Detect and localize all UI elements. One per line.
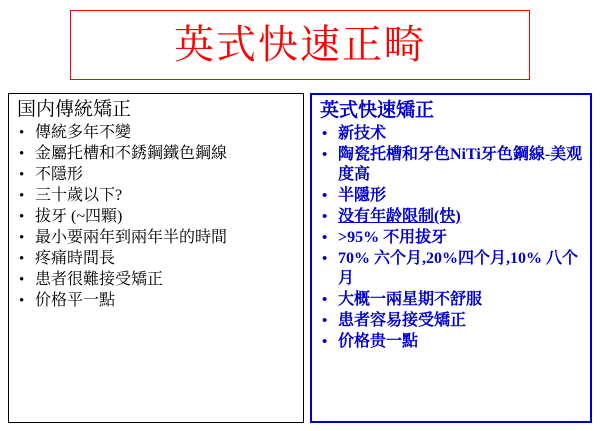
list-item: • 最小要兩年到兩年半的時間 — [15, 228, 297, 248]
list-item: • 半隱形 — [318, 186, 584, 206]
left-column-traditional — [8, 93, 304, 423]
left-column-list — [15, 123, 297, 311]
list-item: • 拔牙 (~四顆) — [15, 207, 297, 227]
list-item: • 没有年龄限制(快) — [318, 207, 584, 227]
left-column-heading: 国内傳統矯正 — [17, 99, 132, 120]
right-column-heading: 英式快速矯正 — [320, 100, 435, 121]
list-item: • 大概一兩星期不舒服 — [318, 290, 584, 310]
list-item: • 疼痛時間長 — [15, 249, 297, 269]
list-item: • 新技术 — [318, 124, 584, 144]
list-item: • 患者容易接受矯正 — [318, 311, 584, 331]
list-item: • 金屬托槽和不銹鋼鐵色鋼線 — [15, 144, 297, 164]
list-item: • 陶瓷托槽和牙色NiTi牙色鋼線-美观度高 — [318, 145, 584, 185]
page-title: 英式快速正畸 — [174, 22, 426, 67]
list-item: • 70% 六个月,20%四个月,10% 八个月 — [318, 249, 584, 289]
title-box — [70, 10, 530, 80]
list-item: • 不隱形 — [15, 165, 297, 185]
comparison-columns — [8, 93, 592, 423]
right-column-british — [310, 93, 592, 423]
list-item: • >95% 不用拔牙 — [318, 228, 584, 248]
right-column-list — [318, 124, 584, 352]
list-item: • 傳統多年不變 — [15, 123, 297, 143]
list-item: • 患者很難接受矯正 — [15, 270, 297, 290]
list-item: • 价格平一點 — [15, 291, 297, 311]
list-item: • 价格贵一點 — [318, 332, 584, 352]
list-item: • 三十歲以下? — [15, 186, 297, 206]
